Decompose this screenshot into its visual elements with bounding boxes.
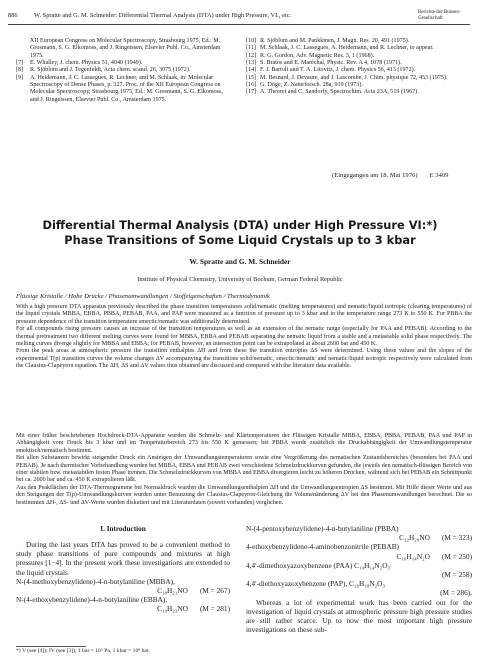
reference-text: R. Sjöblom and M. Pankkinen, J. Magn. Res. 20, 491 (1975).: [260, 38, 410, 44]
reference-text: M. Besnard, J. Devaure, and J. Lascombe, J. Chim. physique 72, 453 (1975).: [260, 74, 448, 81]
compound-formula-line: [16, 604, 230, 613]
affiliation: Institute of Physical Chemistry, University of Bochum, German Federal Republic: [137, 276, 343, 283]
compound-entry: [16, 577, 230, 595]
molar-mass: (M = 323): [441, 533, 472, 543]
column-right: [246, 524, 472, 634]
compound-name: 4,4′-diethoxyazoxybenzene (PAP), C₁₆H₁₈N₂O₃: [246, 579, 385, 589]
reference-item: [246, 89, 472, 96]
reference-text: R. G. Gordon, Adv. Magnetic Res. 3, 1 (1968).: [260, 52, 375, 59]
reference-number: [8]: [16, 67, 24, 74]
running-title: W. Spratte and G. M. Schneider: Differential Thermal Analysis (DTA) under High Pressure, VI., etc.: [34, 12, 292, 19]
compound-formula-line: [246, 552, 472, 561]
compound-formula: C₁₈H₂₁NO: [157, 586, 188, 596]
compound-entry: [246, 561, 472, 579]
column-left: [16, 540, 230, 614]
article-title: [30, 218, 450, 248]
abstract-paragraph: For all compounds rising pressure causes an increase of the transition temperatures as well as an extension of the nematic range (especially for PAA and PEBAB). According to the thermal pretreatment two different melting curves were found for MBBA, EBBA and PEBAB separating the nematic liquid from a stable and a metastable solid phase respectively. The melting curves diverge slightly for MBBA and EBBA; for PEBAB, however, an intersection point can be extrapolated at about 2600 bar and 450 K.: [16, 326, 472, 348]
compound-list-right: [246, 524, 472, 598]
reference-item: [246, 38, 472, 45]
reference-item: [246, 75, 472, 82]
compound-name: N-(4-ethoxybenzylidene)-4-n-butylaniline (EBBA),: [16, 595, 168, 605]
intro-paragraph: During the last years DTA has proved to be a convenient method to study phase transitions of pure compounds and mixtures at high pressures [1−4]. In the present work these investigations are extended to the liquid crystals: [16, 540, 230, 577]
footnote: *) V (see [4]); IV (see [3]); 1 bar = 10⁵ Pa, 1 kbar = 10⁸ bar.: [16, 648, 150, 654]
abstract-paragraph: Aus den Peakflächen der DTA-Thermogramme bei Normaldruck wurden die Umwandlungsenthalpien ΔH und die Umwandlungsentropien ΔS bestimmt. Mit Hilfe dieser Werte und aus den Steigungen der T(p)-Umwandlungskurven wurden unter Benutzung der Clausius-Clapeyron-Gleichung die Volumenänderung ΔV bei den Phasenumwandlungen berechnet. Die so bestimmten ΔH-, ΔS- und ΔV-Werte wurden diskutiert und mit Literaturdaten (soweit vorhanden) verglichen.: [16, 484, 472, 506]
reference-item: [246, 45, 472, 52]
molar-mass: (M = 286).: [440, 588, 472, 598]
reference-text: A. Theoret and C. Sandorfy, Spectrochim. Acta 23A, 519 (1967).: [260, 89, 419, 96]
body-paragraph: Whereas a lot of experimental work has been carried out for the investigation of liquid crystals at atmospheric pressure high pressure studies are still rather scarce. Up to now the most important high pressure investigations on these sub-: [246, 597, 472, 635]
compound-formula: C₁₆H₁₄N₂O: [396, 551, 430, 561]
authors: W. Spratte and G. M. Schneider: [189, 257, 291, 266]
reference-item: [246, 53, 472, 60]
compound-formula-line: [16, 586, 230, 595]
publisher-name: Berichte der Bunsen-Gesellschaft: [418, 10, 461, 21]
abstract-german: [16, 433, 472, 507]
compound-formula: C₁₉H₂₃NO: [157, 604, 188, 614]
abstract-paragraph: From the peak areas at atmospheric pressure the transition enthalpies ΔH and from these the transition entropies ΔS were determined. Using these values and the slopes of the experimental T(p) transition curves the volume changes ΔV accompanying the transitions solid/nematic, smectic/nematic and nematic/liquid isotropic respectively were calculated from the Clausius-Clapeyron equation. The ΔH, ΔS and ΔV values thus obtained are discussed and compared with the literature data available.: [16, 348, 472, 370]
compound-name: N-(4-pentoxybenzylidene)-4-n-butylaniline (PBBA): [246, 524, 399, 533]
molar-mass: (M = 267): [199, 586, 230, 596]
received-date: [332, 172, 448, 179]
reference-text: M. Schlaak, J. C. Lassegues, A. Heidemann, and R. Lechner, to appear.: [260, 45, 434, 52]
reference-text: R. Sjöblom and J. Tegenfeldt, Acta chem. scand. 26, 3075 (1972).: [30, 67, 191, 74]
reference-number: [10]: [246, 38, 257, 44]
received-text: (Eingegangen am 18. Mai 1976): [332, 172, 418, 179]
section-heading: I. Introduction: [100, 525, 146, 533]
abstract-paragraph: Bei allen Substanzen bewirkt steigender Druck ein Ansteigen der Umwandlungstemperaturen sowie eine Vergrößerung des nematischen Zustandsbereiches (besonders bei PAA und PEBAB). Je nach thermischer Vorbehandlung wurden bei MBBA, EBBA und PEBAB zwei verschiedene Schmelzdruckkurven gefunden, die jeweils den nematisch-flüssigen Bereich von einer stabilen bzw. metastabilen festen Phase trennen. Die Schmelzdruckkurven von MBBA und EBBA divergieren leicht zu höheren Drücken, während sich bei PEBAB ein Schnittpunkt bei ca. 2600 bar und ca. 450 K extrapolieren läßt.: [16, 455, 472, 484]
abstract-english: [16, 304, 472, 371]
title-line-1: Differential Thermal Analysis (DTA) under High Pressure VI:*): [42, 218, 438, 232]
reference-number: [11]: [246, 45, 256, 52]
reference-number: [9]: [16, 74, 24, 81]
keywords: Flüssige Kristalle / Hohe Drücke / Phasenumwandlungen / Stoffeigenschaften / Thermodynamik: [16, 293, 270, 300]
compound-formula: C₂₂H₂₉NO: [399, 533, 430, 543]
title-line-2: Phase Transitions of Some Liquid Crystals up to 3 kbar: [64, 233, 416, 247]
manuscript-code: E 3409: [429, 172, 449, 179]
reference-text: S. Bratos and E. Maréchal, Physic. Rev. A 4, 1078 (1971).: [260, 60, 402, 67]
reference-text: A. Heidemann, J. C. Lassegues, R. Lechner, and M. Schlaak, in: Molecular Spectroscopy of Dense Phases, p. 327. Proc. of the XII European Congress on Molecular Spectroscopy, Strasbourg 1975, Ed.: M. Grosmann, S. G. Elkomoss, and J. Ringeissen, Elsevier Publ. Co., Amsterdam 1975.: [30, 74, 223, 103]
compound-entry: [246, 524, 472, 542]
compound-entry: [246, 579, 472, 597]
reference-number: [7]: [16, 60, 24, 67]
compound-name: 4-ethoxybenzylidene-4-aminobenzonitrile (PEBAB): [246, 542, 399, 552]
compound-list-left: [16, 577, 230, 614]
abstract-paragraph: With a high pressure DTA apparatus previously described the phase transition temperatures solid/nematic (melting temperatures) and nematic/liquid isotropic (clearing temperatures) of the liquid crystals MBBA, EBBA, PBBA, PEBAB, PAA, and PAP were measured as a function of pressure up to 3 kbar and in the temperature range 273 K to 550 K. For PBBA the pressure dependence of the transition temperature smectic/nematic was additionally determined.: [16, 304, 472, 325]
reference-text: E. Whalley, J. chem. Physics 51, 4040 (1949).: [30, 60, 143, 67]
reference-item: [16, 67, 230, 74]
compound-name: N-(4-methoxybenzylidene)-4-n-butylaniline (MBBA),: [16, 576, 175, 586]
molar-mass: (M = 281): [199, 604, 230, 614]
reference-number: [12]: [246, 52, 257, 59]
reference-list-right: [246, 38, 472, 97]
reference-item: [16, 75, 230, 104]
reference-text: F. J. Bartoli and T. A. Litovitz, J. chem. Physics 56, 413 (1972).: [260, 67, 416, 74]
compound-formula-line: [246, 588, 472, 597]
reference-text: G. Döge, Z. Naturforsch. 28a, 919 (1973).: [260, 82, 363, 89]
footnote-rule: [16, 646, 86, 647]
compound-formula-line: [246, 533, 472, 542]
reference-number: [15]: [246, 74, 257, 81]
reference-number: [13]: [246, 60, 257, 67]
compound-formula-line: [246, 570, 472, 579]
reference-text: XII European Congress on Molecular Spectroscopy, Strasbourg 1975, Ed.: M. Grosmann, S. G. Elkomoss, and J. Ringeissen, Elsevier Publ. Co., Amsterdam 1975.: [30, 38, 221, 59]
compound-name: 4,4′-dimethoxyazoxybenzene (PAA) C₁₄H₁₄N₂O₃: [246, 560, 391, 570]
reference-number: [16]: [246, 82, 257, 89]
page-number: 886: [8, 12, 18, 19]
reference-number: [17]: [246, 89, 257, 96]
reference-list-left: [16, 38, 230, 104]
molar-mass: (M = 258): [441, 570, 472, 580]
reference-number: [14]: [246, 67, 257, 74]
compound-entry: [16, 595, 230, 613]
compound-entry: [246, 542, 472, 560]
reference-item: [246, 67, 472, 74]
header-rule: [8, 24, 470, 25]
abstract-paragraph: Mit einer früher beschriebenen Hochdruck-DTA-Apparatur wurden die Schmelz- und Klärtemperaturen der Flüssigen Kristalle MBBA, EBBA, PBBA, PEBAB, PAA und PAP in Abhängigkeit vom Druck bis 3 kbar und im Temperaturbereich 273 bis 550 K gemessen; bei PBBA wurde zusätzlich die Druckabhängigkeit der Umwandlungstemperatur smektisch/nematisch bestimmt.: [16, 433, 472, 454]
molar-mass: (M = 250): [441, 551, 472, 561]
reference-item: [16, 38, 230, 60]
page-header: [8, 10, 470, 30]
